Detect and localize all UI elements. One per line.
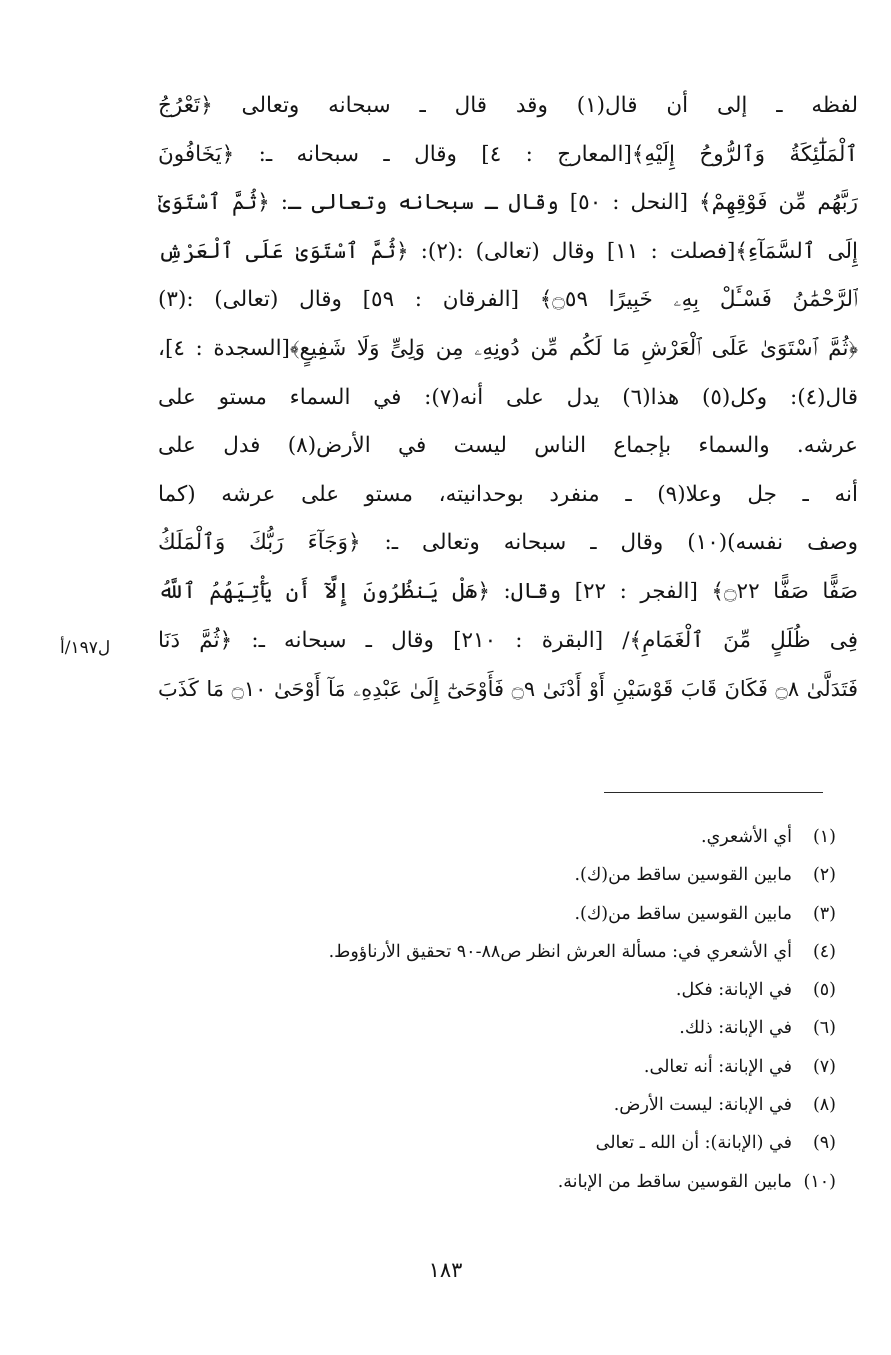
footnote-number: (٧) bbox=[812, 1056, 836, 1077]
footnote bbox=[200, 1163, 836, 1201]
footnote bbox=[200, 856, 836, 894]
footnote-text: في (الإبانة): أن الله ـ تعالى bbox=[595, 1133, 792, 1154]
text-line-2: ٱلْمَلَٰٓئِكَةُ وَٱلرُّوحُ إِلَيْهِ﴾[المعارج : ٤] وقال ـ سبحانه ـ: ﴿يَخَافُونَ bbox=[158, 141, 858, 167]
footnote-number: (١) bbox=[812, 827, 836, 847]
text-line-9: أنه ـ جل وعلا(٩) ـ منفرد بوحدانيته، مستو على عرشه (كما bbox=[158, 481, 858, 507]
text-line-6: ﴿ثُمَّ ٱسْتَوَىٰ عَلَى ٱلْعَرْشِ مَا لَكُم مِّن دُونِهِۦ مِن وَلِىٍّ وَلَا شَفِيعٍ﴾[السجدة : ٤]، bbox=[158, 335, 858, 361]
footnote-text: في الإبانة: ليست الأرض. bbox=[613, 1095, 792, 1116]
text-line-3: رَبَّهُم مِّن فَوْقِهِمْ﴾ [النحل : ٥٠] وقال ـ سبحانه وتعالى ـ: ﴿ثُمَّ ٱسْتَوَىٰٓ bbox=[158, 190, 858, 216]
page-number: ١٨٣ bbox=[428, 1258, 463, 1282]
footnote-number: (٣) bbox=[812, 903, 836, 924]
text-line-4: إِلَى ٱلسَّمَآءِ﴾[فصلت : ١١] وقال (تعالى) :(٢): ﴿ثُمَّ ٱسْتَوَىٰ عَلَى ٱلْعَرْشِ bbox=[158, 238, 858, 264]
footnote-number: (٩) bbox=[812, 1133, 836, 1154]
text-line-11: صَفًّا صَفًّا ۝٢٢﴾ [الفجر : ٢٢] وقال: ﴿هَلْ يَنظُرُونَ إِلَّآ أَن يَأْتِيَهُمُ ٱللَّهُ bbox=[158, 578, 858, 604]
text-line-10: وصف نفسه)(١٠) وقال ـ سبحانه وتعالى ـ: ﴿وَجَآءَ رَبُّكَ وَٱلْمَلَكُ bbox=[158, 530, 858, 556]
footnote bbox=[200, 818, 836, 856]
main-text-block bbox=[158, 82, 858, 714]
footnote-number: (٢) bbox=[812, 865, 836, 886]
text-line-5: ٱلرَّحْمَٰنُ فَسْـَٔلْ بِهِۦ خَبِيرًا ۝٥٩﴾ [الفرقان : ٥٩] وقال (تعالى) :(٣) bbox=[158, 287, 858, 313]
footnote-text: مابين القوسين ساقط من(ك). bbox=[574, 903, 792, 924]
footnote bbox=[200, 895, 836, 933]
footnotes-block bbox=[200, 818, 836, 1201]
footnote bbox=[200, 971, 836, 1009]
footnote-text: في الإبانة: أنه تعالى. bbox=[643, 1056, 792, 1077]
text-line-13: فَتَدَلَّىٰ ۝٨ فَكَانَ قَابَ قَوْسَيْنِ أَوْ أَدْنَىٰ ۝٩ فَأَوْحَىٰٓ إِلَىٰ عَبْدِهِۦ مَآ أَوْحَىٰ ۝١٠ مَا كَذَبَ bbox=[158, 677, 858, 702]
footnote bbox=[200, 1009, 836, 1047]
text-line-12: فِى ظُلَلٍ مِّنَ ٱلْغَمَامِ﴾/ [البقرة : ٢١٠] وقال ـ سبحانه ـ: ﴿ثُمَّ دَنَا bbox=[158, 627, 858, 653]
footnote bbox=[200, 933, 836, 971]
text-line-7: قال(٤): وكل(٥) هذا(٦) يدل على أنه(٧): في السماء مستو على bbox=[158, 384, 858, 410]
footnote-text: مابين القوسين ساقط من الإبانة. bbox=[557, 1171, 792, 1192]
footnote bbox=[200, 1048, 836, 1086]
footnote-text: أي الأشعري في: مسألة العرش انظر ص٨٨-٩٠ تحقيق الأرناؤوط. bbox=[328, 941, 792, 962]
footnote-number: (٤) bbox=[812, 941, 836, 962]
footnote-text: مابين القوسين ساقط من(ك). bbox=[574, 865, 792, 886]
footnote-number: (٥) bbox=[812, 980, 836, 1001]
footnote-text: أي الأشعري. bbox=[701, 827, 792, 847]
footnote-number: (١٠) bbox=[803, 1171, 836, 1192]
text-line-8: عرشه. والسماء بإجماع الناس ليست في الأرض(٨) فدل على bbox=[158, 433, 858, 459]
manuscript-folio-marker: ل١٩٧/أ bbox=[60, 638, 111, 658]
footnote-divider bbox=[604, 792, 823, 793]
footnote bbox=[200, 1086, 836, 1124]
text-line-1: لفظه ـ إلى أن قال(١) وقد قال ـ سبحانه وتعالى ﴿تَعْرُجُ bbox=[158, 93, 858, 118]
footnote-number: (٦) bbox=[812, 1018, 836, 1039]
footnote-text: في الإبانة: ذلك. bbox=[679, 1018, 792, 1039]
footnote-text: في الإبانة: فكل. bbox=[675, 980, 792, 1001]
footnote-number: (٨) bbox=[812, 1095, 836, 1116]
footnote bbox=[200, 1124, 836, 1162]
